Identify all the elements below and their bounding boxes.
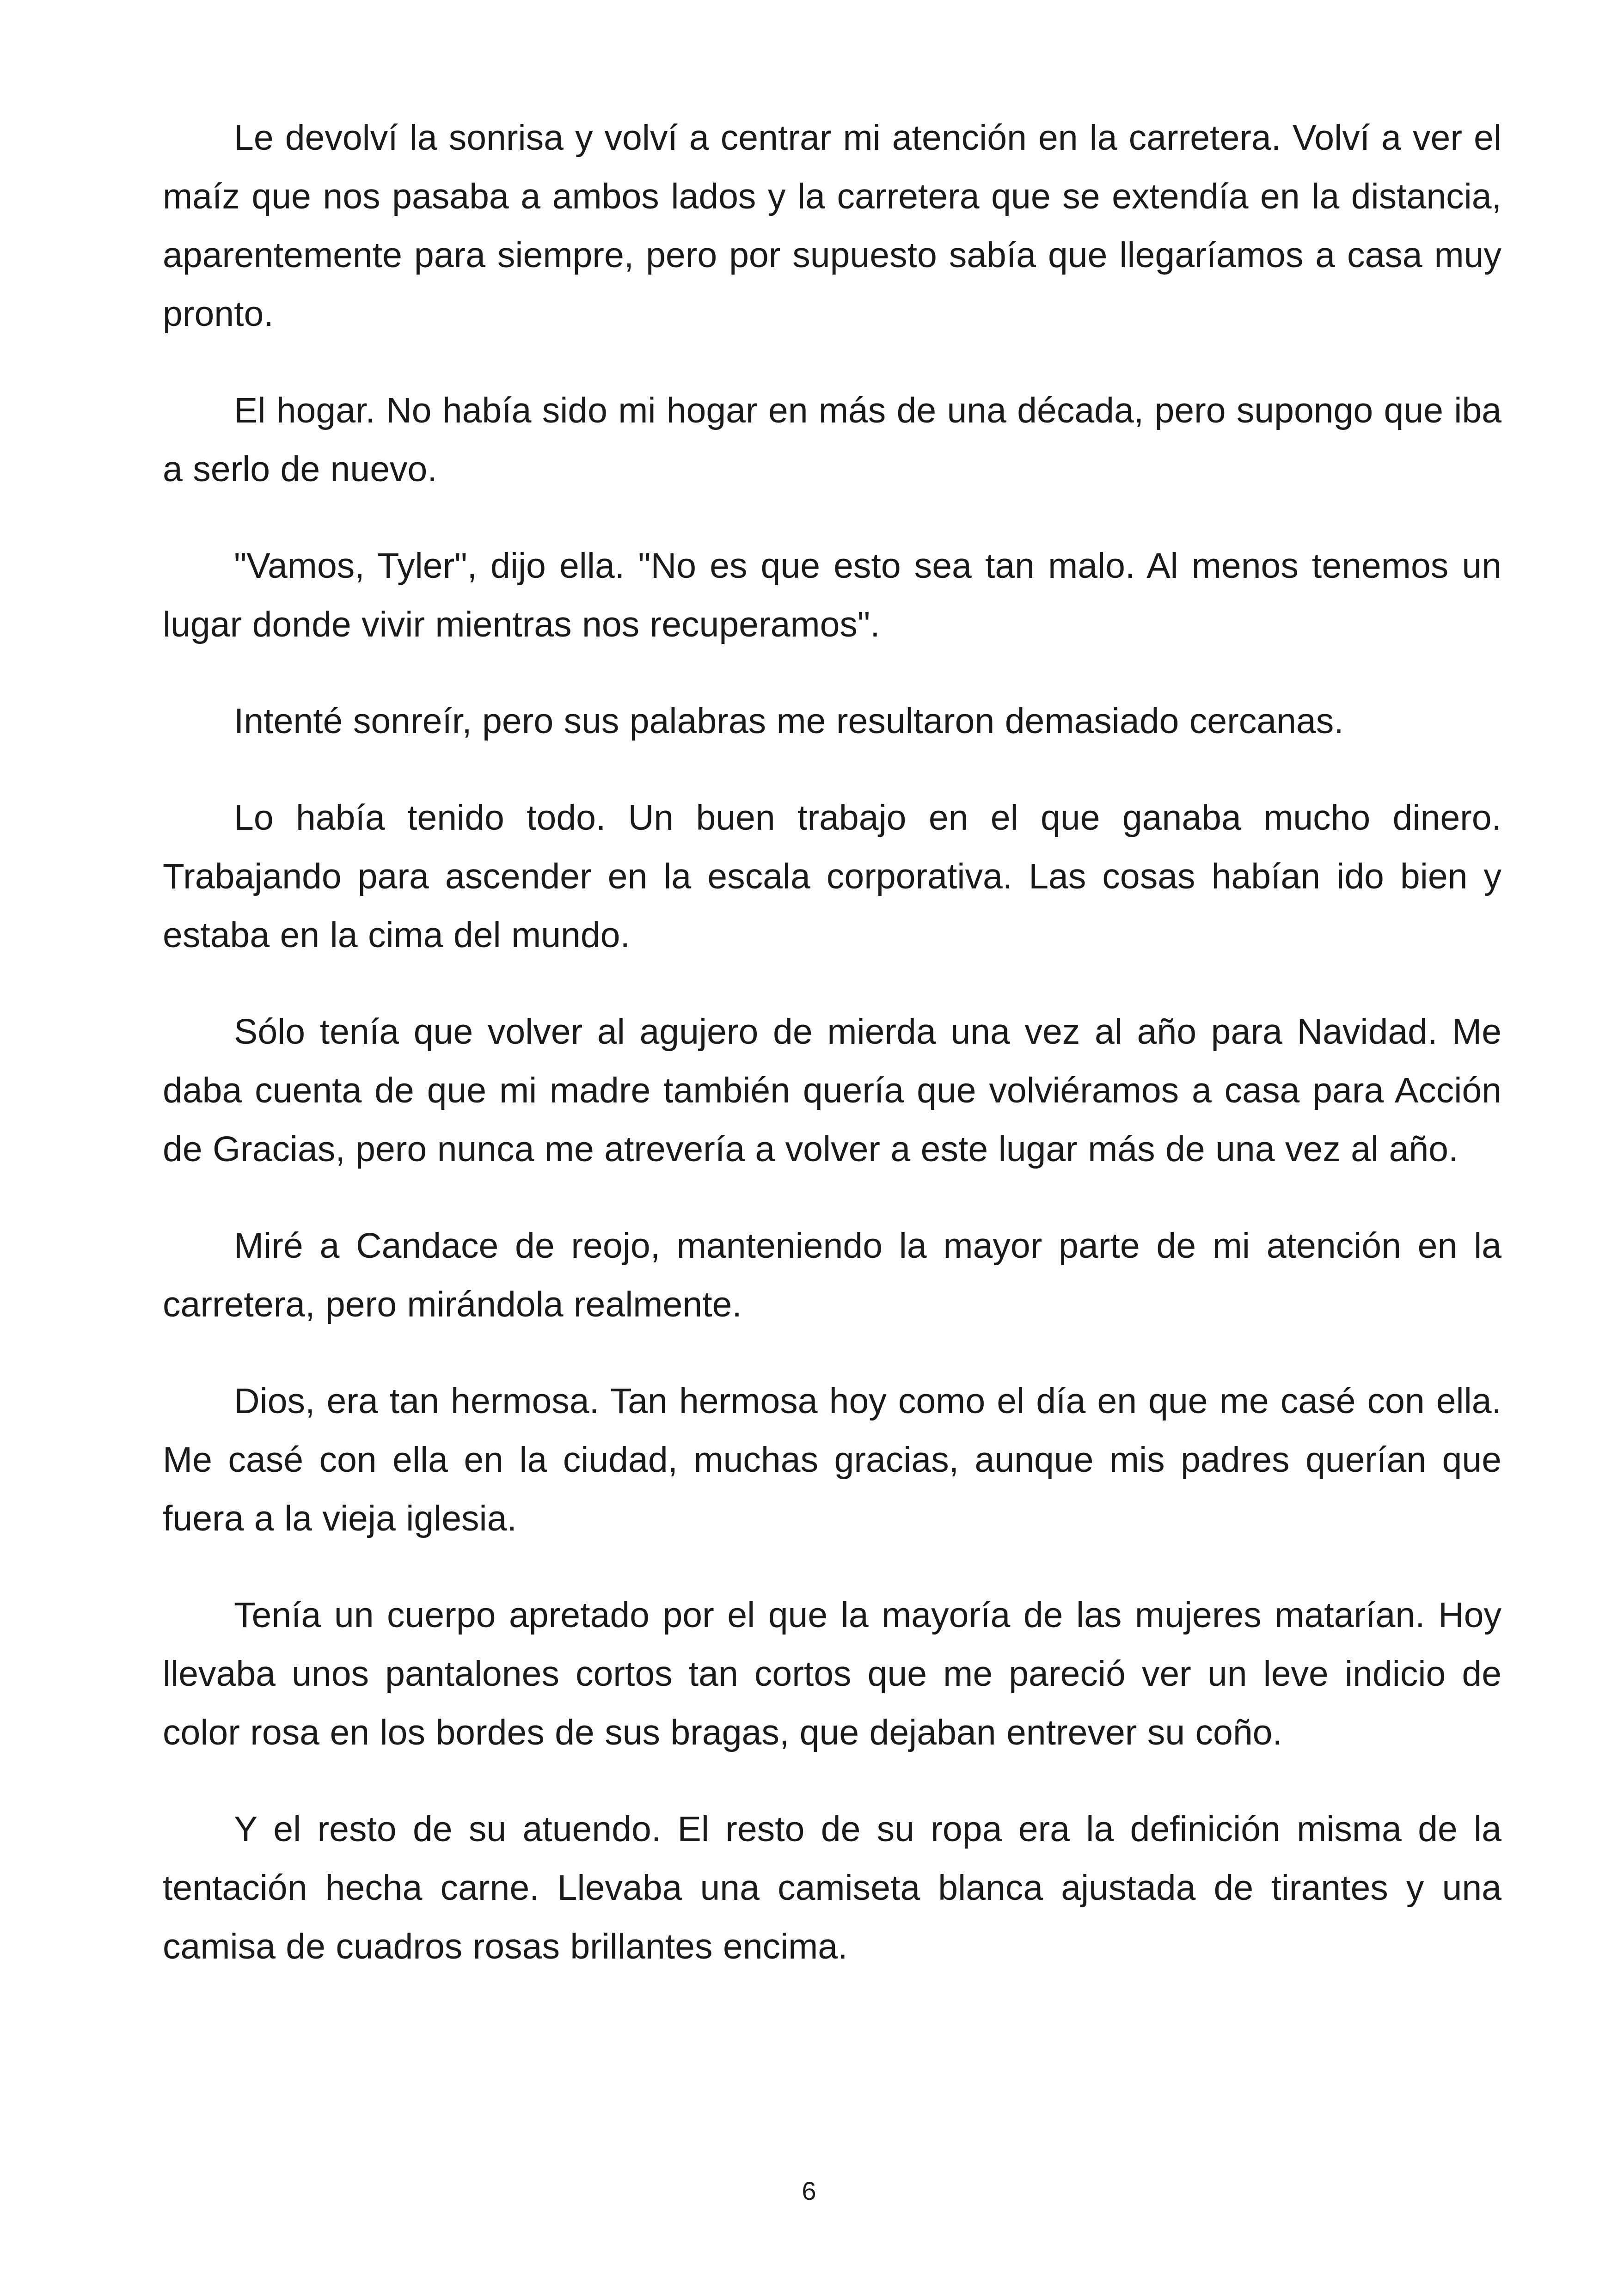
paragraph-5: Lo había tenido todo. Un buen trabajo en el que ganaba mucho dinero. Trabajando para ascender en la escala corporativa. Las cosas habían ido bien y estaba en la cima del mundo.: [163, 798, 1502, 955]
paragraph-7: Miré a Candace de reojo, manteniendo la mayor parte de mi atención en la carretera, pero mirándola realmente.: [163, 1226, 1502, 1324]
paragraph-9: Tenía un cuerpo apretado por el que la mayoría de las mujeres matarían. Hoy llevaba unos pantalones cortos tan cortos que me pareció ver un leve indicio de color rosa en los bordes de sus bragas, que dejaban entrever su coño.: [163, 1595, 1502, 1752]
page-number: 6: [802, 2176, 816, 2205]
paragraph-2: El hogar. No había sido mi hogar en más de una década, pero supongo que iba a serlo de nuevo.: [163, 391, 1502, 489]
paragraph-3: "Vamos, Tyler", dijo ella. "No es que esto sea tan malo. Al menos tenemos un lugar donde vivir mientras nos recuperamos".: [163, 546, 1502, 644]
body-text: [163, 109, 1502, 2014]
paragraph-1: Le devolví la sonrisa y volví a centrar mi atención en la carretera. Volví a ver el maíz que nos pasaba a ambos lados y la carretera que se extendía en la distancia, aparentemente para siempre, pero por supuesto sabía que llegaríamos a casa muy pronto.: [163, 118, 1502, 334]
paragraph-10: Y el resto de su atuendo. El resto de su ropa era la definición misma de la tentación hecha carne. Llevaba una camiseta blanca ajustada de tirantes y una camisa de cuadros rosas brillantes encima.: [163, 1809, 1502, 1966]
paragraph-6: Sólo tenía que volver al agujero de mierda una vez al año para Navidad. Me daba cuenta de que mi madre también quería que volviéramos a casa para Acción de Gracias, pero nunca me atrevería a volver a este lugar más de una vez al año.: [163, 1012, 1502, 1169]
paragraph-8: Dios, era tan hermosa. Tan hermosa hoy como el día en que me casé con ella. Me casé con ella en la ciudad, muchas gracias, aunque mis padres querían que fuera a la vieja iglesia.: [163, 1381, 1502, 1538]
paragraph-4: Intenté sonreír, pero sus palabras me resultaron demasiado cercanas.: [234, 701, 1344, 741]
